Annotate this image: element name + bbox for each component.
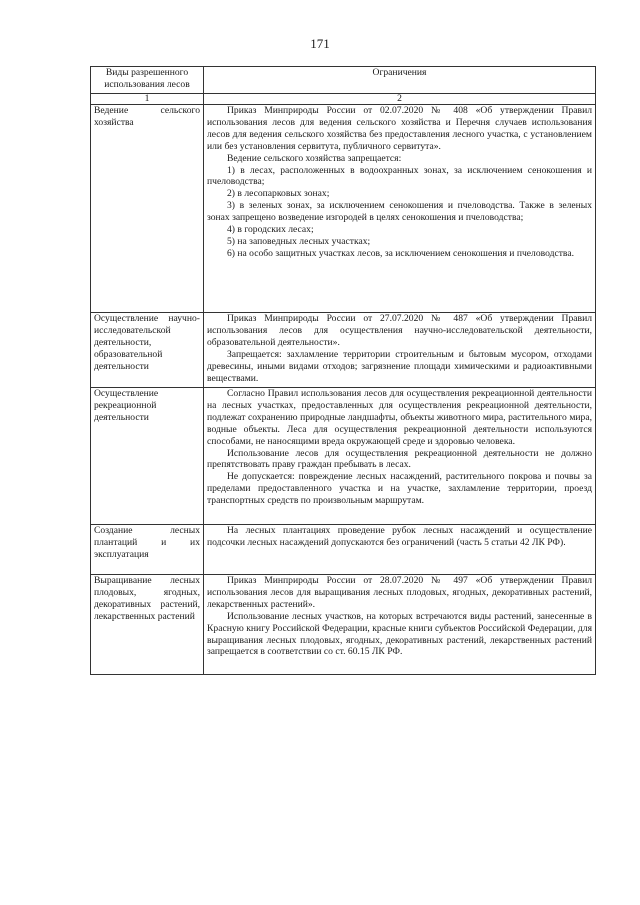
table-row: [91, 388, 596, 525]
row-restrictions-cell: [204, 525, 596, 575]
header-restrictions-column: Ограничения: [204, 67, 596, 94]
row-type-cell: [91, 105, 204, 313]
row-type-cell: [91, 525, 204, 575]
restriction-paragraph: Использование лесов для осуществления рекреационной деятельности не должно препятствовать праву граждан пребывать в лесах.: [207, 447, 592, 471]
restriction-paragraph: Не допускается: повреждение лесных насаждений, растительного покрова и почвы за пределами предоставленного участка и на участке, захламление территории, проезд транспортных средств по произвольным маршрутам.: [207, 471, 592, 507]
row-type-cell: [91, 313, 204, 388]
table-row: [91, 105, 596, 313]
row-type-cell: [91, 575, 204, 675]
row-type-label: Осуществление научно-исследовательской деятельности, образовательной деятельности: [94, 313, 200, 372]
restriction-paragraph: 5) на заповедных лесных участках;: [227, 235, 371, 247]
row-type-label: Создание лесных плантаций и их эксплуатация: [94, 525, 200, 560]
restriction-paragraph: 3) в зеленых зонах, за исключением сенокошения и пчеловодства. Также в зеленых зонах запрещено возведение изгородей в целях сенокошения и пчеловодства;: [207, 200, 592, 224]
table-row: [91, 575, 596, 675]
row-restrictions-cell: [204, 313, 596, 388]
table-row: [91, 525, 596, 575]
row-restrictions-cell: [204, 388, 596, 525]
row-type-label: Осуществление рекреационной деятельности: [94, 388, 159, 423]
row-type-label: Ведение сельского хозяйства: [94, 105, 200, 128]
restriction-paragraph: Ведение сельского хозяйства запрещается:: [227, 152, 402, 164]
restriction-paragraph: 4) в городских лесах;: [227, 224, 314, 236]
restriction-paragraph: Использование лесных участков, на которых встречаются виды растений, занесенные в Красную книгу Российской Федерации, красные книги субъектов Российской Федерации, для выращивания лесных плодовых, ягодных, декоративных растений, лекарственных растений запрещается в соответствии со ст. 60.15 ЛК РФ.: [207, 610, 592, 658]
row-restrictions-cell: [204, 575, 596, 675]
table-row: [91, 313, 596, 388]
restriction-paragraph: Запрещается: захламление территории строительным и бытовым мусором, отходами древесины, иными видами отходов; загрязнение площади химическими и радиоактивными веществами.: [207, 348, 592, 384]
restriction-paragraph: На лесных плантациях проведение рубок лесных насаждений и осуществление подсочки лесных насаждений допускаются без ограничений (часть 5 статьи 42 ЛК РФ).: [207, 525, 592, 548]
restriction-paragraph: Приказ Минприроды России от 27.07.2020 № 487 «Об утверждении Правил использования лесов для осуществления научно-исследовательской деятельности, образовательной деятельности».: [207, 313, 592, 348]
restriction-paragraph: 1) в лесах, расположенных в водоохранных зонах, за исключением сенокошения и пчеловодства;: [207, 164, 592, 188]
restriction-paragraph: Приказ Минприроды России от 28.07.2020 № 497 «Об утверждении Правил использования лесов для выращивания лесных плодовых, ягодных, декоративных растений, лекарственных растений».: [207, 575, 592, 610]
restrictions-table: [90, 66, 596, 675]
restriction-paragraph: Приказ Минприроды России от 02.07.2020 № 408 «Об утверждении Правил использования лесов для ведения сельского хозяйства и Перечня случаев использования лесов для ведения сельского хозяйства без предоставления лесного участка, с установлением или без установления сервитута, публичного сервитута».: [207, 105, 592, 152]
restriction-paragraph: Согласно Правил использования лесов для осуществления рекреационной деятельности на лесных участках, предоставленных для осуществления рекреационной деятельности, подлежат сохранению природные ландшафты, объекты животного мира, растительного мира, водные объекты. Леса для осуществления рекреационной деятельности используются способами, не наносящими вреда окружающей среде и здоровью человека.: [207, 388, 592, 447]
restriction-paragraph: 6) на особо защитных участках лесов, за исключением сенокошения и пчеловодства.: [227, 247, 574, 259]
table-header-row: [91, 67, 596, 94]
column-number-row: [91, 94, 596, 105]
column-number-2: 2: [204, 94, 596, 105]
row-type-cell: [91, 388, 204, 525]
header-type-column: Виды разрешенного использования лесов: [91, 67, 204, 94]
row-type-label: Выращивание лесных плодовых, ягодных, декоративных растений, лекарственных растений: [94, 575, 200, 622]
page-number: 171: [310, 36, 330, 51]
column-number-1: 1: [91, 94, 204, 105]
restriction-paragraph: 2) в лесопарковых зонах;: [227, 188, 330, 200]
row-restrictions-cell: [204, 105, 596, 313]
